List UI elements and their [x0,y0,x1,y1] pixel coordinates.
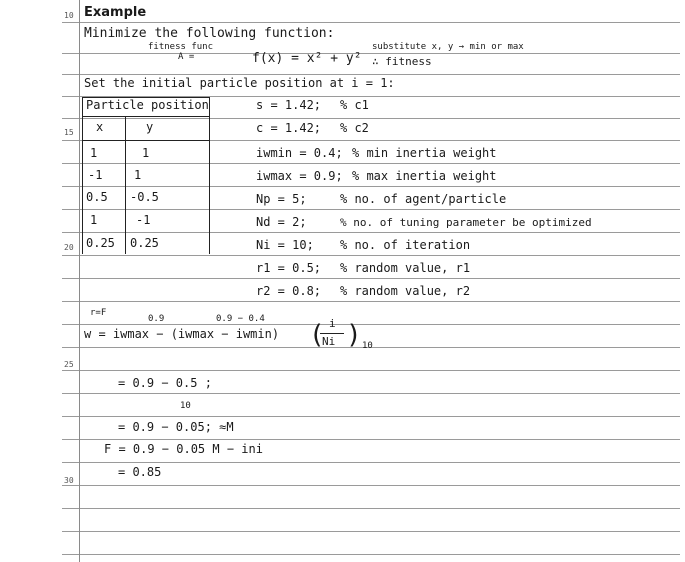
fitness-note: ∴ fitness [372,55,432,68]
formula-annotation: 0.9 [148,314,165,324]
table-cell: 1 [142,146,150,160]
line-number: 30 [64,476,74,485]
ruled-line [62,416,680,417]
column-header-y: y [146,120,154,134]
ruled-line [62,22,680,23]
fraction-numerator: i [329,317,336,330]
table-cell: 1 [90,146,98,160]
a-label: A = [178,52,195,62]
param-comment: % c2 [340,121,369,135]
page-title: Example [84,5,147,20]
table-cell: 0.25 [86,236,115,250]
table-border [82,140,210,141]
ruled-line [62,462,680,463]
table-border [209,97,210,254]
param-comment: % min inertia weight [352,146,497,160]
fraction-denominator: Ni [322,335,336,348]
table-cell: -0.5 [130,190,159,204]
ruled-line [62,393,680,394]
ruled-line [62,53,680,54]
ruled-line [62,370,680,371]
ruled-line [62,186,680,187]
ruled-line [62,278,680,279]
ruled-line [62,554,680,555]
table-cell: -1 [88,168,103,182]
formula-annotation: 0.9 − 0.4 [216,314,265,324]
calc-step: = 0.9 − 0.05; ≈M [118,420,234,434]
ruled-line [62,118,680,119]
table-header: Particle position [86,98,209,112]
calc-step: F = 0.9 − 0.05 M − ini [104,442,263,456]
param-value: c = 1.42; [256,121,322,135]
objective-function: f(x) = x² + y² [252,51,362,66]
paren-close: ) [346,320,362,350]
ruled-line [62,232,680,233]
problem-statement: Minimize the following function: [84,26,335,41]
calc-step: = 0.85 [118,465,162,479]
table-border [82,116,210,117]
param-value: s = 1.42; [256,98,322,112]
line-number: 15 [64,128,74,137]
formula-annotation: r=F [90,308,107,318]
margin-line [79,0,80,562]
initial-position-text: Set the initial particle position at i = 1: [84,76,395,90]
param-value: r2 = 0.8; [256,284,322,298]
param-value: Np = 5; [256,192,307,206]
line-number: 10 [64,11,74,20]
param-value: iwmin = 0.4; [256,146,343,160]
param-value: r1 = 0.5; [256,261,322,275]
paren-open: ( [309,320,325,350]
param-value: Ni = 10; [256,238,314,252]
line-number: 25 [64,360,74,369]
param-comment: % no. of tuning parameter be optimized [340,216,592,229]
ruled-line [62,255,680,256]
calc-step: 10 [180,401,191,411]
ruled-line [62,301,680,302]
column-header-x: x [96,120,104,134]
ruled-line [62,163,680,164]
ruled-line [62,74,680,75]
ruled-line [62,324,680,325]
param-comment: % no. of iteration [340,238,471,252]
table-border [82,97,83,254]
ruled-line [62,209,680,210]
table-cell: 0.25 [130,236,159,250]
ruled-line [62,485,680,486]
param-comment: % max inertia weight [352,169,497,183]
calc-step: = 0.9 − 0.5 ; [118,376,212,390]
table-cell: -1 [136,213,151,227]
formula-main: w = iwmax − (iwmax − iwmin) [84,327,280,341]
line-number: 20 [64,243,74,252]
substitute-note: substitute x, y → min or max [372,42,524,52]
fitness-label: fitness func [148,42,214,52]
table-border [125,116,126,254]
param-value: Nd = 2; [256,215,307,229]
ruled-line [62,508,680,509]
ruled-line [62,531,680,532]
param-value: iwmax = 0.9; [256,169,343,183]
param-comment: % no. of agent/particle [340,192,507,206]
param-comment: % c1 [340,98,369,112]
formula-trailing: 10 [362,341,373,351]
table-cell: 1 [134,168,142,182]
param-comment: % random value, r2 [340,284,471,298]
table-cell: 1 [90,213,98,227]
ruled-line [62,439,680,440]
param-comment: % random value, r1 [340,261,471,275]
table-cell: 0.5 [86,190,108,204]
